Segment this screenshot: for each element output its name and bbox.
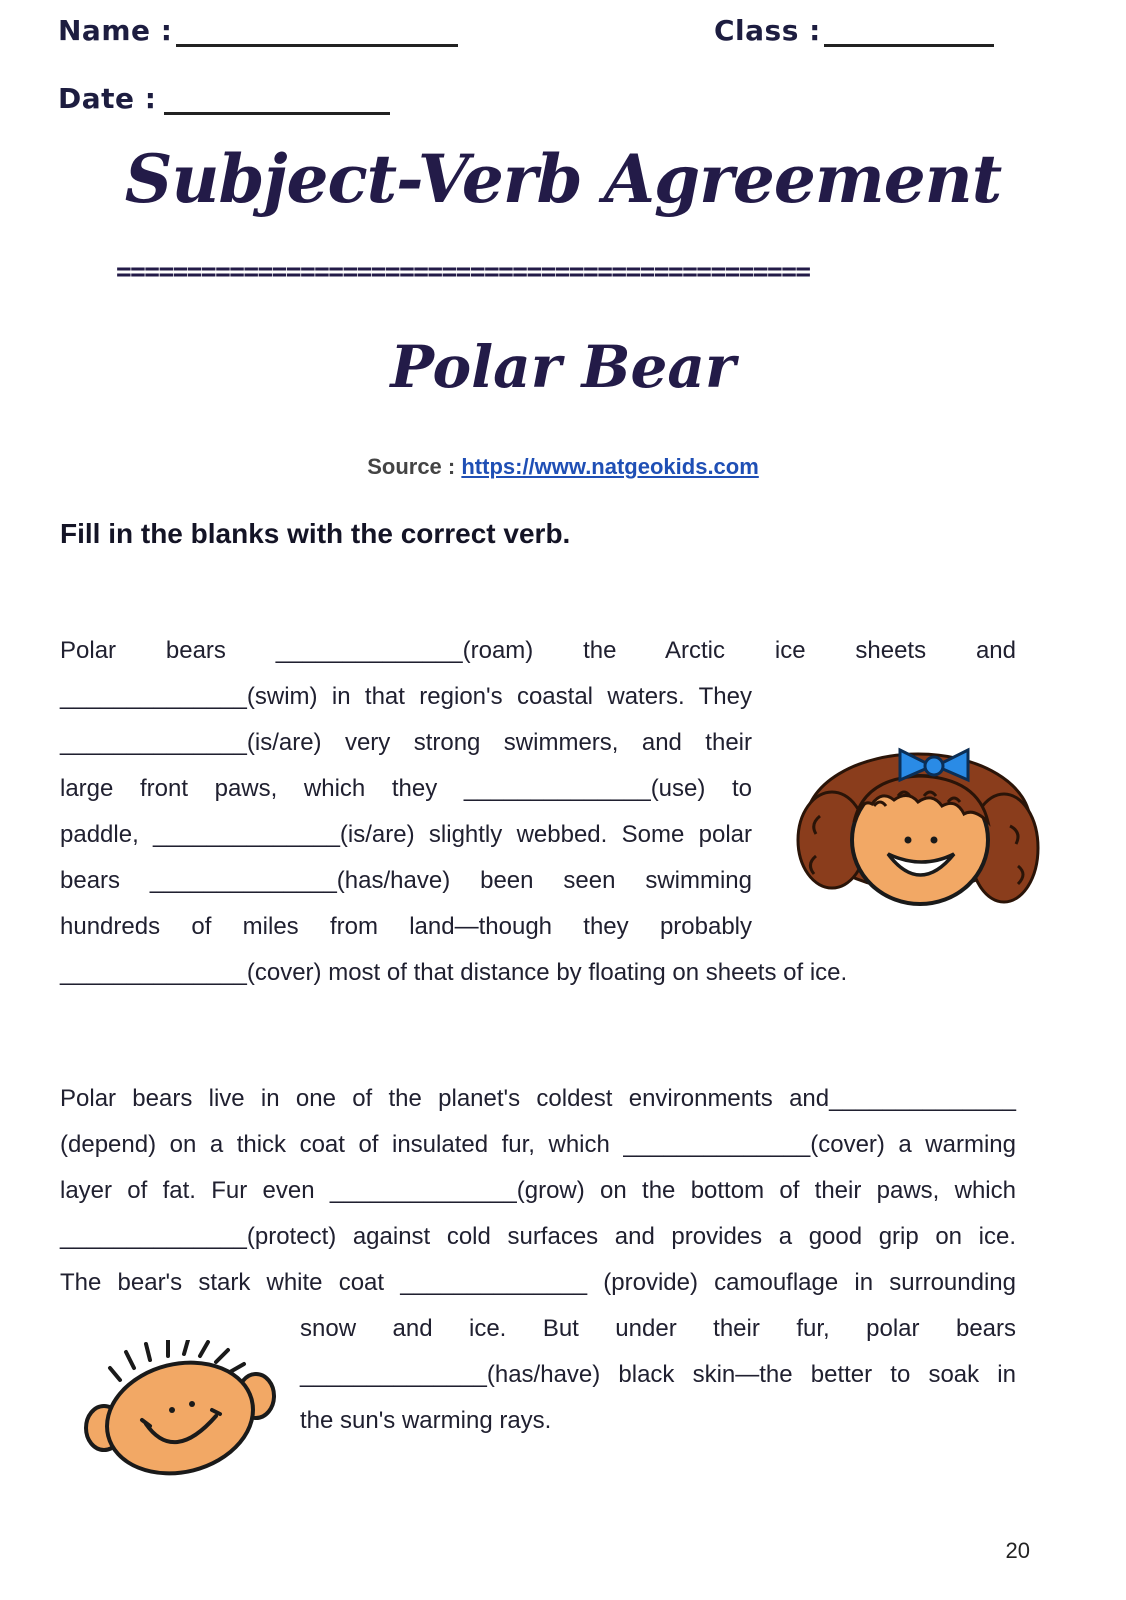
instruction: Fill in the blanks with the correct verb. (60, 518, 571, 549)
paragraph-1-line: ______________(swim) in that region's coastal waters. They (60, 683, 752, 710)
class-blank[interactable] (824, 44, 994, 47)
paragraph-2-line: snow and ice. But under their fur, polar bears (300, 1315, 1016, 1342)
paragraph-1-line: Polar bears ______________(roam) the Arctic ice sheets and (60, 637, 1016, 664)
paragraph-2-line: ______________(has/have) black skin—the better to soak in (300, 1361, 1016, 1388)
paragraph-1-line: ______________(cover) most of that distance by floating on sheets of ice. (60, 959, 848, 986)
date-blank[interactable] (164, 112, 390, 115)
paragraph-2-line: ______________(protect) against cold surfaces and provides a good grip on ice. (60, 1223, 1016, 1250)
source-line (0, 454, 1126, 480)
paragraph-2-line: layer of fat. Fur even ______________(grow) on the bottom of their paws, which (60, 1177, 1016, 1204)
name-blank[interactable] (176, 44, 458, 47)
name-label: Name : (58, 14, 173, 47)
paragraph-1-line: ______________(is/are) very strong swimmers, and their (60, 729, 752, 756)
paragraph-1-line: large front paws, which they ______________(use) to (60, 775, 752, 802)
paragraph-2-line: Polar bears live in one of the planet's coldest environments and______________ (60, 1085, 1016, 1112)
paragraph-1-line: bears ______________(has/have) been seen swimming (60, 867, 752, 894)
boy-face-illustration (80, 1340, 280, 1480)
paragraph-2-line: The bear's stark white coat ______________ (provide) camouflage in surrounding (60, 1269, 1016, 1296)
paragraph-1-line: hundreds of miles from land—though they probably (60, 913, 752, 940)
paragraph-2-line: the sun's warming rays. (300, 1407, 552, 1434)
page-number: 20 (1005, 1538, 1030, 1563)
girl-face-illustration (796, 736, 1040, 916)
date-label: Date : (58, 82, 157, 115)
source-label: Source : (367, 454, 456, 479)
worksheet-title: Subject-Verb Agreement (124, 140, 1002, 218)
paragraph-1-line: paddle, ______________(is/are) slightly webbed. Some polar (60, 821, 752, 848)
class-label: Class : (714, 14, 821, 47)
paragraph-2-line: (depend) on a thick coat of insulated fur, which ______________(cover) a warming (60, 1131, 1016, 1158)
source-link[interactable]: https://www.natgeokids.com (461, 454, 759, 479)
title-separator: ================================================= (116, 257, 810, 287)
passage-title: Polar Bear (390, 333, 736, 401)
